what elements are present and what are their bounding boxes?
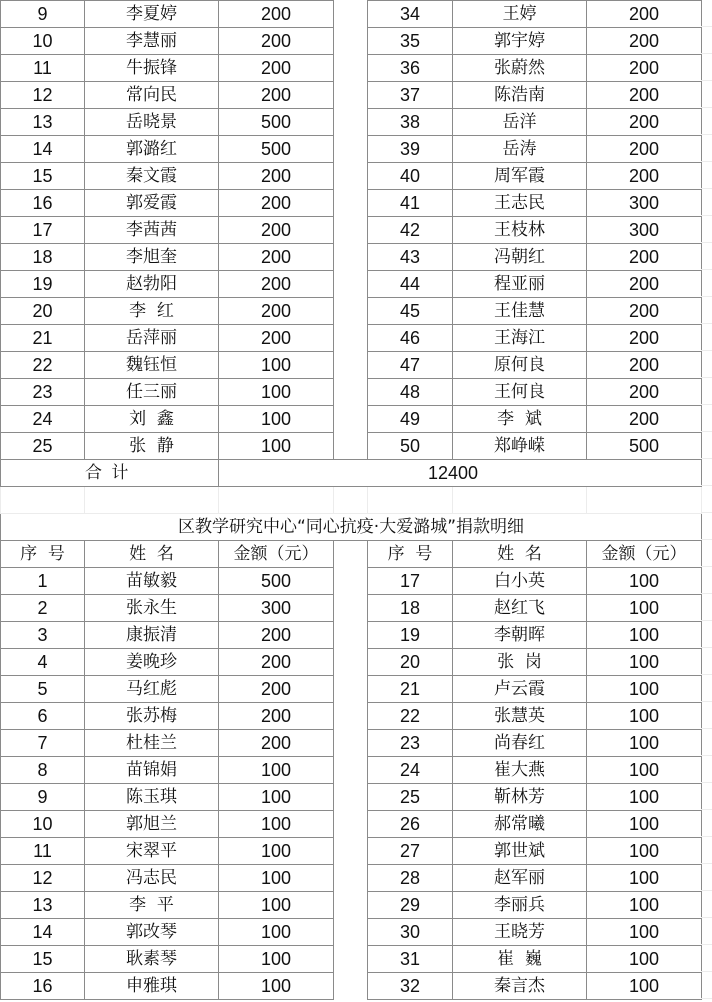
donation-amount-right: 100 (587, 568, 702, 595)
row-number-left: 21 (1, 325, 85, 352)
table-row (1, 406, 702, 433)
header-name-right: 姓 名 (453, 541, 587, 568)
row-number-right: 20 (368, 649, 453, 676)
donation-amount-right: 500 (587, 433, 702, 460)
donation-amount-left: 200 (219, 190, 334, 217)
donation-amount-right: 100 (587, 649, 702, 676)
row-number-left: 13 (1, 892, 85, 919)
donor-name-left: 冯志民 (85, 865, 219, 892)
row-number-right: 47 (368, 352, 453, 379)
donor-name-right: 卢云霞 (453, 676, 587, 703)
row-number-right: 26 (368, 811, 453, 838)
donor-name-left: 牛振锋 (85, 55, 219, 82)
row-number-left: 14 (1, 136, 85, 163)
donation-amount-right: 100 (587, 757, 702, 784)
header-amount-left: 金额（元） (219, 541, 334, 568)
donor-name-right: 郭世斌 (453, 838, 587, 865)
donation-amount-left: 100 (219, 352, 334, 379)
donor-name-right: 岳洋 (453, 109, 587, 136)
donation-amount-right: 200 (587, 271, 702, 298)
table-row (1, 865, 702, 892)
donor-name-left: 赵勃阳 (85, 271, 219, 298)
table-row (1, 919, 702, 946)
column-gap (334, 865, 368, 892)
row-number-left: 25 (1, 433, 85, 460)
donation-amount-left: 200 (219, 1, 334, 28)
row-number-right: 19 (368, 622, 453, 649)
row-number-right: 29 (368, 892, 453, 919)
table-row (1, 622, 702, 649)
row-number-left: 12 (1, 82, 85, 109)
row-number-left: 15 (1, 163, 85, 190)
column-gap (334, 568, 368, 595)
donor-name-right: 赵红飞 (453, 595, 587, 622)
donor-name-left: 秦文霞 (85, 163, 219, 190)
row-number-left: 20 (1, 298, 85, 325)
donation-amount-left: 100 (219, 865, 334, 892)
donation-amount-right: 100 (587, 865, 702, 892)
donor-name-right: 张慧英 (453, 703, 587, 730)
row-number-right: 27 (368, 838, 453, 865)
row-number-left: 16 (1, 973, 85, 1000)
row-number-right: 37 (368, 82, 453, 109)
donor-name-left: 刘 鑫 (85, 406, 219, 433)
donor-name-right: 赵军丽 (453, 865, 587, 892)
donor-name-right: 郭宇婷 (453, 28, 587, 55)
donation-amount-left: 200 (219, 676, 334, 703)
table-row (1, 892, 702, 919)
header-no-left: 序 号 (1, 541, 85, 568)
donor-name-right: 郝常曦 (453, 811, 587, 838)
column-gap (334, 244, 368, 271)
donation-amount-left: 100 (219, 784, 334, 811)
donation-amount-right: 100 (587, 595, 702, 622)
table-row (1, 649, 702, 676)
donor-name-left: 苗锦娟 (85, 757, 219, 784)
donor-name-left: 张苏梅 (85, 703, 219, 730)
row-number-right: 28 (368, 865, 453, 892)
row-number-right: 32 (368, 973, 453, 1000)
donor-name-right: 周军霞 (453, 163, 587, 190)
column-gap (334, 811, 368, 838)
donation-amount-right: 200 (587, 109, 702, 136)
donor-name-right: 王枝林 (453, 217, 587, 244)
header-gap (334, 541, 368, 568)
donation-amount-right: 300 (587, 190, 702, 217)
donation-amount-right: 200 (587, 82, 702, 109)
row-number-left: 1 (1, 568, 85, 595)
row-number-right: 23 (368, 730, 453, 757)
donor-name-right: 崔大燕 (453, 757, 587, 784)
table-row (1, 325, 702, 352)
donor-name-right: 王晓芳 (453, 919, 587, 946)
donor-name-right: 王海江 (453, 325, 587, 352)
donation-amount-left: 100 (219, 433, 334, 460)
row-number-left: 10 (1, 811, 85, 838)
column-gap (334, 433, 368, 460)
row-number-left: 8 (1, 757, 85, 784)
row-number-left: 16 (1, 190, 85, 217)
row-number-left: 9 (1, 784, 85, 811)
row-number-right: 36 (368, 55, 453, 82)
column-gap (334, 703, 368, 730)
total-label: 合 计 (1, 460, 219, 487)
donor-name-right: 王佳慧 (453, 298, 587, 325)
donation-amount-right: 200 (587, 352, 702, 379)
column-gap (334, 352, 368, 379)
row-number-right: 35 (368, 28, 453, 55)
row-number-left: 7 (1, 730, 85, 757)
row-number-right: 25 (368, 784, 453, 811)
table-row (1, 838, 702, 865)
donation-amount-left: 200 (219, 28, 334, 55)
row-number-left: 11 (1, 55, 85, 82)
table2-title-row (1, 514, 702, 541)
row-number-left: 6 (1, 703, 85, 730)
donor-name-left: 李 平 (85, 892, 219, 919)
column-gap (334, 784, 368, 811)
donation-amount-left: 100 (219, 379, 334, 406)
column-gap (334, 1, 368, 28)
donor-name-right: 张蔚然 (453, 55, 587, 82)
donation-amount-right: 100 (587, 703, 702, 730)
donation-amount-left: 100 (219, 406, 334, 433)
donor-name-right: 陈浩南 (453, 82, 587, 109)
donor-name-left: 马红彪 (85, 676, 219, 703)
donation-amount-left: 100 (219, 811, 334, 838)
donation-amount-right: 100 (587, 811, 702, 838)
donor-name-right: 王婷 (453, 1, 587, 28)
donor-name-right: 靳林芳 (453, 784, 587, 811)
row-number-left: 11 (1, 838, 85, 865)
table-row (1, 757, 702, 784)
row-number-right: 22 (368, 703, 453, 730)
donation-amount-left: 300 (219, 595, 334, 622)
donation-amount-left: 100 (219, 757, 334, 784)
donation-amount-left: 200 (219, 82, 334, 109)
row-number-left: 4 (1, 649, 85, 676)
donation-amount-right: 300 (587, 217, 702, 244)
column-gap (334, 136, 368, 163)
row-number-left: 12 (1, 865, 85, 892)
table2-body (1, 568, 702, 1000)
table2-title: 区教学研究中心“同心抗疫·大爱潞城”捐款明细 (1, 514, 702, 541)
donor-name-right: 李 斌 (453, 406, 587, 433)
row-number-left: 22 (1, 352, 85, 379)
column-gap (334, 325, 368, 352)
sheet-gridlines (701, 0, 712, 1002)
column-gap (334, 379, 368, 406)
row-number-right: 24 (368, 757, 453, 784)
row-number-left: 17 (1, 217, 85, 244)
donor-name-left: 岳晓景 (85, 109, 219, 136)
donor-name-right: 李丽兵 (453, 892, 587, 919)
table-row (1, 109, 702, 136)
row-number-right: 34 (368, 1, 453, 28)
column-gap (334, 55, 368, 82)
donation-amount-right: 200 (587, 244, 702, 271)
column-gap (334, 757, 368, 784)
row-number-right: 41 (368, 190, 453, 217)
donation-amount-right: 100 (587, 622, 702, 649)
donation-amount-left: 100 (219, 892, 334, 919)
donation-amount-right: 200 (587, 406, 702, 433)
header-name-left: 姓 名 (85, 541, 219, 568)
table-row (1, 271, 702, 298)
donor-name-left: 宋翠平 (85, 838, 219, 865)
row-number-right: 42 (368, 217, 453, 244)
donation-amount-left: 100 (219, 838, 334, 865)
row-number-left: 13 (1, 109, 85, 136)
donor-name-left: 康振清 (85, 622, 219, 649)
donation-amount-left: 500 (219, 109, 334, 136)
table-row (1, 163, 702, 190)
table1-body (1, 1, 702, 460)
donor-name-right: 王志民 (453, 190, 587, 217)
donor-name-right: 岳涛 (453, 136, 587, 163)
column-gap (334, 919, 368, 946)
donation-amount-right: 200 (587, 163, 702, 190)
row-number-left: 24 (1, 406, 85, 433)
table-row (1, 595, 702, 622)
donation-amount-right: 200 (587, 325, 702, 352)
row-number-right: 40 (368, 163, 453, 190)
column-gap (334, 595, 368, 622)
column-gap (334, 946, 368, 973)
donor-name-right: 白小英 (453, 568, 587, 595)
donation-amount-left: 100 (219, 973, 334, 1000)
row-number-right: 38 (368, 109, 453, 136)
table-row (1, 946, 702, 973)
row-number-right: 21 (368, 676, 453, 703)
table-row (1, 298, 702, 325)
row-number-right: 43 (368, 244, 453, 271)
donor-name-left: 李夏婷 (85, 1, 219, 28)
row-number-left: 2 (1, 595, 85, 622)
column-gap (334, 622, 368, 649)
table-row (1, 217, 702, 244)
donation-amount-right: 100 (587, 946, 702, 973)
row-number-right: 31 (368, 946, 453, 973)
donation-amount-right: 200 (587, 379, 702, 406)
row-number-right: 30 (368, 919, 453, 946)
donation-amount-left: 200 (219, 622, 334, 649)
row-number-right: 39 (368, 136, 453, 163)
donor-name-left: 郭旭兰 (85, 811, 219, 838)
donation-amount-left: 500 (219, 568, 334, 595)
donation-amount-left: 200 (219, 325, 334, 352)
donation-amount-right: 100 (587, 838, 702, 865)
donor-name-left: 李茜茜 (85, 217, 219, 244)
donor-name-right: 秦言杰 (453, 973, 587, 1000)
column-gap (334, 973, 368, 1000)
donation-amount-left: 500 (219, 136, 334, 163)
row-number-left: 23 (1, 379, 85, 406)
table2-header-row (1, 541, 702, 568)
donor-name-right: 尚春红 (453, 730, 587, 757)
column-gap (334, 730, 368, 757)
row-number-right: 17 (368, 568, 453, 595)
column-gap (334, 838, 368, 865)
donation-amount-right: 100 (587, 973, 702, 1000)
donor-name-left: 常向民 (85, 82, 219, 109)
donation-amount-left: 200 (219, 271, 334, 298)
table-row (1, 703, 702, 730)
donor-name-left: 岳萍丽 (85, 325, 219, 352)
table-row (1, 82, 702, 109)
column-gap (334, 298, 368, 325)
column-gap (334, 190, 368, 217)
donation-amount-right: 200 (587, 1, 702, 28)
donation-amount-left: 200 (219, 217, 334, 244)
donation-amount-right: 100 (587, 919, 702, 946)
table-row (1, 352, 702, 379)
column-gap (334, 28, 368, 55)
donor-name-left: 耿素琴 (85, 946, 219, 973)
donor-name-right: 李朝晖 (453, 622, 587, 649)
table1-total-row (1, 460, 702, 487)
donor-name-left: 姜晚珍 (85, 649, 219, 676)
table-row (1, 379, 702, 406)
column-gap (334, 109, 368, 136)
donor-name-left: 李旭奎 (85, 244, 219, 271)
donor-name-left: 魏钰恒 (85, 352, 219, 379)
donation-amount-right: 200 (587, 298, 702, 325)
donation-amount-left: 200 (219, 703, 334, 730)
column-gap (334, 82, 368, 109)
row-number-right: 49 (368, 406, 453, 433)
donation-amount-left: 200 (219, 730, 334, 757)
table-row (1, 730, 702, 757)
row-number-right: 45 (368, 298, 453, 325)
donor-name-right: 崔 巍 (453, 946, 587, 973)
donation-amount-left: 100 (219, 919, 334, 946)
donor-name-left: 杜桂兰 (85, 730, 219, 757)
donor-name-right: 程亚丽 (453, 271, 587, 298)
donation-amount-left: 100 (219, 946, 334, 973)
header-no-right: 序 号 (368, 541, 453, 568)
donor-name-right: 郑峥嵘 (453, 433, 587, 460)
row-number-right: 46 (368, 325, 453, 352)
table-row (1, 433, 702, 460)
donation-amount-right: 100 (587, 892, 702, 919)
donation-amount-left: 200 (219, 163, 334, 190)
donor-name-left: 李慧丽 (85, 28, 219, 55)
table-row (1, 1, 702, 28)
donation-amount-right: 100 (587, 676, 702, 703)
column-gap (334, 406, 368, 433)
donation-amount-left: 200 (219, 298, 334, 325)
donor-name-right: 冯朝红 (453, 244, 587, 271)
column-gap (334, 649, 368, 676)
table-row (1, 784, 702, 811)
donation-amount-right: 200 (587, 136, 702, 163)
row-number-right: 48 (368, 379, 453, 406)
donor-name-right: 张 岗 (453, 649, 587, 676)
blank-row (1, 487, 702, 514)
table-row (1, 55, 702, 82)
donor-name-left: 任三丽 (85, 379, 219, 406)
row-number-left: 18 (1, 244, 85, 271)
table-row (1, 568, 702, 595)
donor-name-left: 张 静 (85, 433, 219, 460)
row-number-left: 5 (1, 676, 85, 703)
table-row (1, 676, 702, 703)
table-row (1, 973, 702, 1000)
donor-name-left: 苗敏毅 (85, 568, 219, 595)
donation-amount-right: 200 (587, 28, 702, 55)
donation-amount-left: 200 (219, 244, 334, 271)
donor-name-left: 郭改琴 (85, 919, 219, 946)
donor-name-right: 原何良 (453, 352, 587, 379)
row-number-left: 10 (1, 28, 85, 55)
table-row (1, 244, 702, 271)
table-row (1, 28, 702, 55)
donation-amount-left: 200 (219, 649, 334, 676)
header-amount-right: 金额（元） (587, 541, 702, 568)
donation-amount-left: 200 (219, 55, 334, 82)
donor-name-left: 张永生 (85, 595, 219, 622)
row-number-left: 9 (1, 1, 85, 28)
row-number-left: 14 (1, 919, 85, 946)
column-gap (334, 217, 368, 244)
donation-amount-right: 100 (587, 784, 702, 811)
row-number-left: 3 (1, 622, 85, 649)
donor-name-left: 陈玉琪 (85, 784, 219, 811)
donor-name-right: 王何良 (453, 379, 587, 406)
donor-name-left: 郭潞红 (85, 136, 219, 163)
column-gap (334, 676, 368, 703)
table-row (1, 190, 702, 217)
column-gap (334, 163, 368, 190)
total-value: 12400 (219, 460, 702, 487)
table-row (1, 136, 702, 163)
donation-amount-right: 100 (587, 730, 702, 757)
column-gap (334, 892, 368, 919)
donor-name-left: 申雅琪 (85, 973, 219, 1000)
donation-amount-right: 200 (587, 55, 702, 82)
row-number-right: 18 (368, 595, 453, 622)
row-number-right: 44 (368, 271, 453, 298)
row-number-left: 19 (1, 271, 85, 298)
column-gap (334, 271, 368, 298)
donor-name-left: 李 红 (85, 298, 219, 325)
donor-name-left: 郭爱霞 (85, 190, 219, 217)
row-number-left: 15 (1, 946, 85, 973)
row-number-right: 50 (368, 433, 453, 460)
table-row (1, 811, 702, 838)
